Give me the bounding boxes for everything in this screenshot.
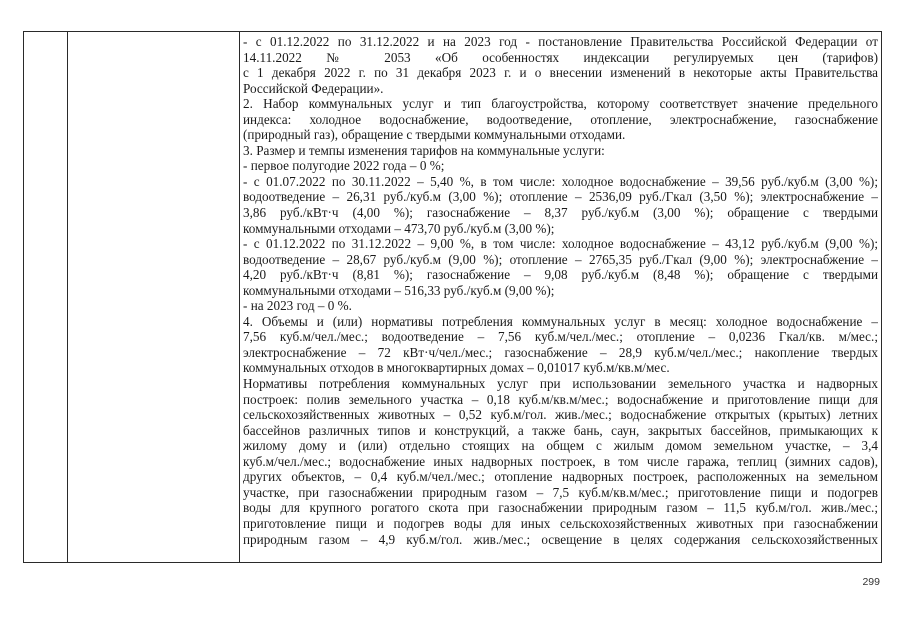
text-line: куб.м/чел./мес.; водоснабжение иных надворных построек, в том числе гаража, теплиц (зимних садов), <box>243 453 878 469</box>
text-line: 14.11.2022 № 2053 «Об особенностях индексации регулируемых цен (тарифов) <box>243 49 878 65</box>
text-line: коммунальных отходов в многоквартирных домах – 0,01017 куб.м/кв.м/мес. <box>243 360 670 376</box>
text-line: индекса: холодное водоснабжение, водоотведение, отопление, электроснабжение, газоснабжение <box>243 111 878 127</box>
text-line: 4. Объемы и (или) нормативы потребления коммунальных услуг в месяц: холодное водоснабжение – <box>243 313 878 329</box>
text-line: построек: полив земельного участка – 0,18 куб.м/кв.м/мес.; водоснабжение и приготовление пищи для <box>243 391 878 407</box>
text-line: - с 01.07.2022 по 30.11.2022 – 5,40 %, в том числе: холодное водоснабжение – 39,56 руб./куб.м (3,00 %); <box>243 173 878 189</box>
text-line: сельскохозяйственных животных – 0,52 куб.м/гол. жив./мес.; водоснабжение открытых (крытых) летних <box>243 407 878 423</box>
text-line: коммунальными отходами – 516,33 руб./куб.м (9,00 %); <box>243 282 555 298</box>
text-line: Российской Федерации». <box>243 80 384 96</box>
table-cell-title <box>68 32 240 563</box>
text-line: Нормативы потребления коммунальных услуг при использовании земельного участка и надворных <box>243 376 878 392</box>
text-line: - на 2023 год – 0 %. <box>243 298 352 314</box>
text-line: бассейнов различных типов и конструкций, а также бань, саун, закрытых бассейнов, примыкающих к <box>243 422 878 438</box>
text-line: коммунальными отходами – 473,70 руб./куб.м (3,00 %); <box>243 220 555 236</box>
text-line: (природный газ), обращение с твердыми коммунальными отходами. <box>243 127 626 143</box>
text-line: воды для крупного рогатого скота при газоснабжении природным газом – 11,5 куб.м/гол. жив./мес.; <box>243 500 878 516</box>
text-line: 2. Набор коммунальных услуг и тип благоустройства, которому соответствует значение предельного <box>243 96 878 112</box>
document-table <box>23 31 882 563</box>
text-line: водоотведение – 28,67 руб./куб.м (9,00 %); отопление – 2765,35 руб./Гкал (9,00 %); электроснабжение – <box>243 251 878 267</box>
text-line: 3,86 руб./кВт·ч (4,00 %); газоснабжение – 8,37 руб./куб.м (3,00 %); обращение с твердыми <box>243 205 878 221</box>
text-line: жилому дому и (или) отдельно стоящих на общем с жилым домом земельном участке, – 3,4 <box>243 438 878 454</box>
table-row <box>24 32 882 563</box>
page-number: 299 <box>862 576 880 588</box>
text-line: - первое полугодие 2022 года – 0 %; <box>243 158 445 174</box>
text-line: 7,56 куб.м/чел./мес.; водоотведение – 7,56 куб.м/чел./мес.; отопление – 0,0236 Гкал/кв. м/мес.; <box>243 329 878 345</box>
text-line: природным газом – 4,9 куб.м/гол. жив./мес.; освещение в целях содержания сельскохозяйственных <box>243 531 878 547</box>
text-line: водоотведение – 26,31 руб./куб.м (3,00 %); отопление – 2536,09 руб./Гкал (3,50 %); электроснабжение – <box>243 189 878 205</box>
text-line: с 1 декабря 2022 г. по 31 декабря 2023 г. и о внесении изменений в некоторые акты Правительства <box>243 65 878 81</box>
table-cell-content <box>240 32 882 563</box>
text-line: участке, при газоснабжении природным газом – 7,5 куб.м/кв.м/мес.; приготовление пищи и подогрев <box>243 484 878 500</box>
content-text-block <box>243 34 878 547</box>
text-line: - с 01.12.2022 по 31.12.2022 – 9,00 %, в том числе: холодное водоснабжение – 43,12 руб./куб.м (9,00 %); <box>243 236 878 252</box>
text-line: 4,20 руб./кВт·ч (8,81 %); газоснабжение – 9,08 руб./куб.м (8,48 %); обращение с твердыми <box>243 267 878 283</box>
text-line: других объектов, – 0,4 куб.м/чел./мес.; отопление надворных построек, расположенных на земельном <box>243 469 878 485</box>
table-cell-number <box>24 32 68 563</box>
text-line: - с 01.12.2022 по 31.12.2022 и на 2023 год - постановление Правительства Российской Федерации от <box>243 34 878 49</box>
text-line: приготовление пищи и подогрев воды для иных сельскохозяйственных животных при газоснабжении <box>243 515 878 531</box>
text-line: 3. Размер и темпы изменения тарифов на коммунальные услуги: <box>243 142 605 158</box>
text-line: электроснабжение – 72 кВт·ч/чел./мес.; газоснабжение – 28,9 куб.м/чел./мес.; накопление твердых <box>243 344 878 360</box>
